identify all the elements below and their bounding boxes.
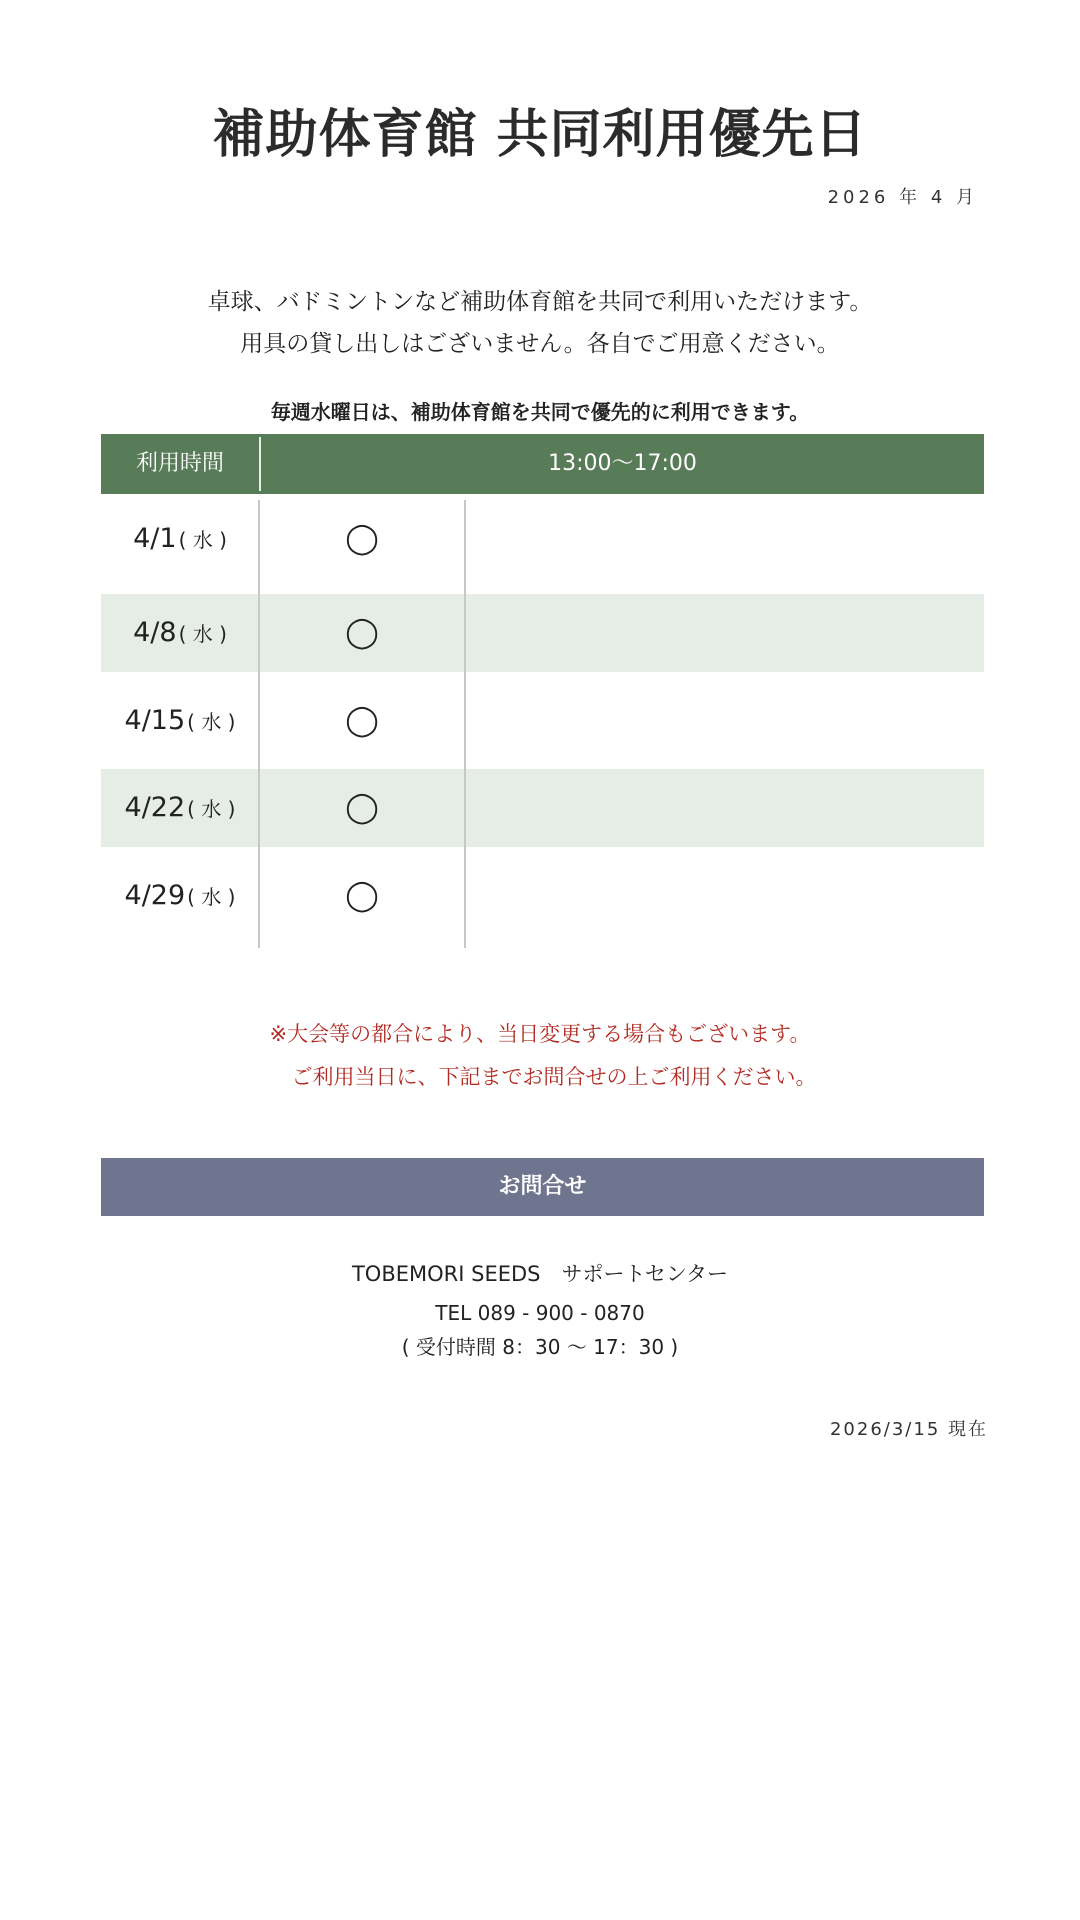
row-date (101, 682, 259, 760)
header-label: 利用時間 (135, 451, 224, 476)
row-day-of-week: ( 水 ) (187, 885, 236, 909)
row-day-of-week: ( 水 ) (187, 797, 236, 821)
row-date (101, 857, 259, 935)
intro-line-2: 用具の貸し出しはございません。各自でご用意ください。 (240, 331, 840, 357)
table-row (101, 769, 984, 847)
row-date-value: 4/22 (124, 792, 186, 823)
notice-line-1: ※大会等の都合により、当日変更する場合もございます。 (269, 1022, 811, 1046)
row-date-value: 4/1 (133, 523, 177, 554)
contact-phone: TEL 089 - 900 - 0870 (435, 1301, 645, 1325)
schedule-table-header (101, 434, 984, 494)
row-date (101, 500, 259, 578)
available-mark: ◯ (345, 790, 379, 825)
issue-date: 2026 年 4 月 (827, 187, 978, 208)
row-date-value: 4/15 (124, 705, 186, 736)
schedule-subheading: 毎週水曜日は、補助体育館を共同で優先的に利用できます。 (270, 400, 810, 424)
row-day-of-week: ( 水 ) (178, 528, 227, 552)
row-day-of-week: ( 水 ) (178, 622, 227, 646)
table-row (101, 594, 984, 672)
row-day-of-week: ( 水 ) (187, 710, 236, 734)
available-mark: ◯ (345, 878, 379, 913)
page-title: 補助体育館 共同利用優先日 (212, 105, 868, 165)
notice-line-2: ご利用当日に、下記までお問合せの上ご利用ください。 (291, 1065, 817, 1089)
contact-heading-bar: お問合せ (101, 1158, 984, 1216)
table-column-divider (258, 500, 260, 948)
contact-organization: TOBEMORI SEEDS サポートセンター (351, 1262, 729, 1286)
row-date-value: 4/8 (133, 617, 177, 648)
row-date-value: 4/29 (124, 880, 186, 911)
table-row (101, 857, 984, 935)
table-row (101, 682, 984, 760)
as-of-date: 2026/3/15 現在 (829, 1419, 988, 1440)
row-date (101, 769, 259, 847)
header-time: 13:00〜17:00 (548, 451, 697, 476)
available-mark: ◯ (345, 615, 379, 650)
intro-line-1: 卓球、バドミントンなど補助体育館を共同で利用いただけます。 (207, 289, 873, 315)
row-date (101, 594, 259, 672)
available-mark: ◯ (345, 703, 379, 738)
available-mark: ◯ (345, 521, 379, 556)
contact-hours: ( 受付時間 8：30 〜 17：30 ) (401, 1335, 679, 1359)
table-row (101, 500, 984, 578)
table-column-divider (464, 500, 466, 948)
